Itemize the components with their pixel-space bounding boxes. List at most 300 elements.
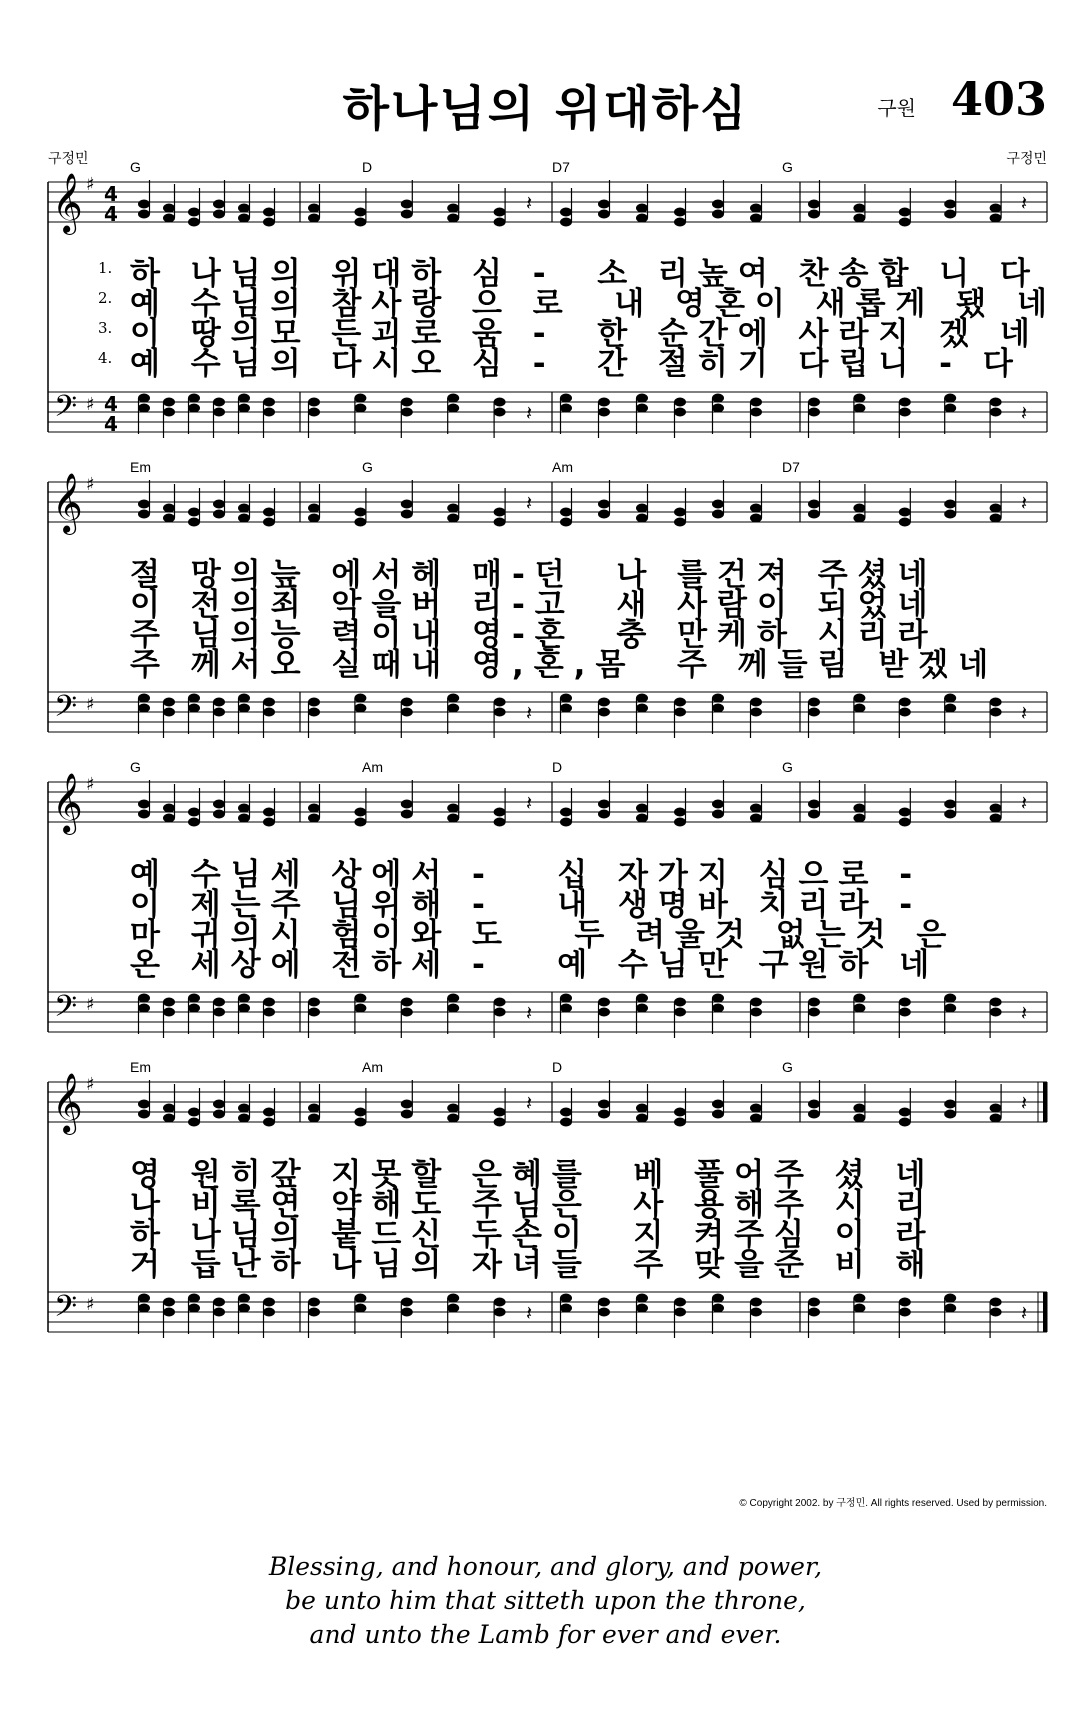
note-head [447, 1294, 459, 1303]
note-head [712, 694, 724, 703]
note-head [138, 1304, 150, 1313]
note-head [750, 504, 762, 513]
final-barline [1043, 1082, 1047, 1122]
note-head [308, 708, 320, 717]
note-head [899, 708, 911, 717]
lyric-line: 예 수님의 다시오 심 - 간 절히기 다립니 - 다 [130, 346, 1023, 382]
note-head [636, 1304, 648, 1313]
treble-clef-icon: 𝄞 [52, 1073, 83, 1133]
note-head [238, 1004, 250, 1013]
lyric-line: 이 땅의모 든괴로 움 - 한 순간에 사라지 겠 네 [130, 316, 1040, 352]
note-head [138, 200, 150, 209]
note-head [238, 214, 250, 223]
note-head [674, 1308, 686, 1317]
time-signature-top: 4 [104, 392, 118, 416]
note-head [808, 800, 820, 809]
note-head [138, 210, 150, 219]
note-head [213, 1308, 225, 1317]
note-head [263, 408, 275, 417]
note-head [354, 518, 366, 527]
note-head [447, 504, 459, 513]
note-head [308, 204, 320, 213]
note-head [560, 1108, 572, 1117]
note-head [598, 500, 610, 509]
note-head [447, 214, 459, 223]
verse-number: 4. [98, 349, 113, 367]
note-head [494, 698, 506, 707]
treble-clef-icon: 𝄞 [52, 473, 83, 533]
note-head [163, 514, 175, 523]
lyric-line: 주 님의능 력이내 영-혼 충 만케하 시리라 [130, 617, 938, 653]
note-head [899, 808, 911, 817]
note-head [990, 708, 1002, 717]
note-head [636, 404, 648, 413]
note-head [308, 1008, 320, 1017]
note-head [990, 204, 1002, 213]
time-signature-bottom: 4 [104, 202, 118, 226]
sharp-icon: ♯ [86, 1294, 95, 1315]
bass-clef-icon: 𝄢 [54, 690, 78, 731]
note-head [808, 210, 820, 219]
note-head [899, 518, 911, 527]
note-head [598, 698, 610, 707]
note-head [944, 1110, 956, 1119]
note-head [494, 518, 506, 527]
note-head [636, 1294, 648, 1303]
note-head [354, 404, 366, 413]
note-head [308, 514, 320, 523]
note-head [163, 504, 175, 513]
lyric-line: 예 수님의 참사랑 으 로 내 영혼이 새롭게 됐 네 [130, 286, 1057, 322]
hymnal-number: 403 [950, 72, 1047, 126]
note-head [990, 514, 1002, 523]
note-head [899, 698, 911, 707]
note-head [163, 698, 175, 707]
note-head [213, 210, 225, 219]
note-head [560, 1294, 572, 1303]
note-head [560, 518, 572, 527]
note-head [990, 698, 1002, 707]
note-head [808, 698, 820, 707]
note-head [263, 518, 275, 527]
note-head [401, 1110, 413, 1119]
verse-number: 1. [98, 259, 113, 277]
chord-symbol: Em [130, 1059, 151, 1075]
note-head [636, 1114, 648, 1123]
note-head [674, 708, 686, 717]
note-head [401, 708, 413, 717]
note-head [853, 404, 865, 413]
lyric-line: 온 세상에 전하세 - 예 수님만 구원하 네 [130, 947, 940, 983]
note-head [354, 1304, 366, 1313]
chord-symbol: D [362, 159, 373, 175]
note-head [401, 398, 413, 407]
note-head [447, 704, 459, 713]
note-head [213, 708, 225, 717]
note-head [447, 1304, 459, 1313]
note-head [401, 998, 413, 1007]
note-head [899, 1008, 911, 1017]
note-head [750, 814, 762, 823]
note-head [138, 404, 150, 413]
note-head [712, 994, 724, 1003]
note-head [636, 704, 648, 713]
note-head [401, 500, 413, 509]
note-head [636, 994, 648, 1003]
note-head [899, 998, 911, 1007]
lyric-line: 거 듭난하 나님의 자녀들 주 맞을준 비 해 [130, 1247, 936, 1283]
note-head [990, 998, 1002, 1007]
bass-clef-icon: 𝄢 [54, 390, 78, 431]
note-head [213, 408, 225, 417]
note-head [944, 510, 956, 519]
note-head [263, 1008, 275, 1017]
note-head [238, 504, 250, 513]
note-head [308, 1114, 320, 1123]
note-head [560, 508, 572, 517]
treble-clef-icon: 𝄞 [52, 773, 83, 833]
note-head [263, 398, 275, 407]
note-head [853, 1104, 865, 1113]
note-head [598, 510, 610, 519]
note-head [674, 508, 686, 517]
note-head [354, 508, 366, 517]
note-head [560, 818, 572, 827]
treble-clef-icon: 𝄞 [52, 173, 83, 233]
note-head [138, 1294, 150, 1303]
note-head [712, 404, 724, 413]
note-head [899, 508, 911, 517]
note-head [712, 394, 724, 403]
note-head [238, 204, 250, 213]
note-head [808, 1100, 820, 1109]
note-head [560, 694, 572, 703]
note-head [354, 1004, 366, 1013]
note-head [944, 1294, 956, 1303]
note-head [750, 1008, 762, 1017]
note-head [674, 1298, 686, 1307]
rest-icon: 𝄽 [1021, 791, 1028, 815]
note-head [447, 1004, 459, 1013]
note-head [944, 394, 956, 403]
note-head [636, 1004, 648, 1013]
note-head [560, 1118, 572, 1127]
note-head [401, 510, 413, 519]
rest-icon: 𝄽 [526, 491, 533, 515]
note-head [808, 398, 820, 407]
chord-symbol: G [130, 759, 141, 775]
note-head [990, 1308, 1002, 1317]
note-head [494, 818, 506, 827]
note-head [401, 1008, 413, 1017]
note-head [213, 200, 225, 209]
lyric-line: 절 망의늪 에서헤 매-던 나 를건져 주셨네 [130, 557, 938, 593]
time-signature-bottom: 4 [104, 412, 118, 436]
note-head [213, 398, 225, 407]
note-head [354, 394, 366, 403]
note-head [263, 698, 275, 707]
note-head [750, 204, 762, 213]
note-head [598, 800, 610, 809]
note-head [808, 1308, 820, 1317]
note-head [750, 1114, 762, 1123]
note-head [263, 1108, 275, 1117]
note-head [674, 1008, 686, 1017]
lyric-line: 주 께서오 실때내 영,혼,몸 주 께들림 받겠네 [130, 647, 999, 683]
note-head [944, 1004, 956, 1013]
chord-symbol: Am [362, 1059, 383, 1075]
note-head [944, 994, 956, 1003]
note-head [808, 1008, 820, 1017]
lyric-line: 나 비록연 약해도 주님은 사 용해주 시 리 [130, 1187, 936, 1223]
note-head [944, 1100, 956, 1109]
note-head [712, 1304, 724, 1313]
note-head [188, 808, 200, 817]
note-head [308, 698, 320, 707]
note-head [853, 804, 865, 813]
chord-symbol: G [362, 459, 373, 475]
chord-symbol: G [130, 159, 141, 175]
note-head [598, 998, 610, 1007]
note-head [899, 818, 911, 827]
note-head [354, 1294, 366, 1303]
note-head [447, 404, 459, 413]
note-head [138, 694, 150, 703]
note-head [808, 510, 820, 519]
note-head [188, 1294, 200, 1303]
note-head [944, 200, 956, 209]
note-head [899, 1298, 911, 1307]
note-head [712, 1004, 724, 1013]
note-head [163, 204, 175, 213]
rest-icon: 𝄽 [526, 791, 533, 815]
note-head [674, 208, 686, 217]
note-head [990, 1114, 1002, 1123]
note-head [944, 800, 956, 809]
note-head [308, 1298, 320, 1307]
note-head [401, 200, 413, 209]
note-head [238, 704, 250, 713]
lyric-line: 영 원히갚 지못할 은혜를 베 풀어주 셨 네 [130, 1157, 936, 1193]
note-head [674, 398, 686, 407]
note-head [712, 510, 724, 519]
note-head [163, 1008, 175, 1017]
note-head [750, 698, 762, 707]
note-head [636, 804, 648, 813]
note-head [598, 200, 610, 209]
note-head [853, 994, 865, 1003]
note-head [354, 704, 366, 713]
copyright-notice: © Copyright 2002. by 구정민. All rights reserved. Used by permission. [739, 1498, 1047, 1509]
note-head [750, 804, 762, 813]
note-head [990, 398, 1002, 407]
note-head [899, 1118, 911, 1127]
note-head [188, 1304, 200, 1313]
note-head [674, 998, 686, 1007]
lyric-line: 하 나님의 붙드신 두손이 지 켜주심 이 라 [130, 1217, 936, 1253]
note-head [213, 1298, 225, 1307]
note-head [750, 1308, 762, 1317]
note-head [808, 1298, 820, 1307]
note-head [138, 394, 150, 403]
rest-icon: 𝄽 [526, 1001, 533, 1025]
rest-icon: 𝄽 [1021, 1091, 1028, 1115]
note-head [263, 1118, 275, 1127]
note-head [560, 704, 572, 713]
note-head [188, 508, 200, 517]
rest-icon: 𝄽 [526, 1091, 533, 1115]
note-head [213, 810, 225, 819]
note-head [750, 708, 762, 717]
note-head [401, 408, 413, 417]
chord-symbol: D7 [782, 459, 800, 475]
rest-icon: 𝄽 [1021, 191, 1028, 215]
note-head [163, 1104, 175, 1113]
note-head [712, 810, 724, 819]
sharp-icon: ♯ [86, 394, 95, 415]
note-head [308, 408, 320, 417]
note-head [750, 214, 762, 223]
note-head [213, 698, 225, 707]
note-head [808, 998, 820, 1007]
note-head [308, 998, 320, 1007]
note-head [750, 1298, 762, 1307]
chord-symbol: G [782, 159, 793, 175]
note-head [990, 1104, 1002, 1113]
note-head [598, 1308, 610, 1317]
note-head [188, 694, 200, 703]
note-head [674, 408, 686, 417]
chord-symbol: Am [552, 459, 573, 475]
chord-symbol: D [552, 1059, 563, 1075]
note-head [598, 408, 610, 417]
note-head [163, 214, 175, 223]
note-head [163, 708, 175, 717]
time-signature-top: 4 [104, 182, 118, 206]
note-head [750, 398, 762, 407]
note-head [401, 800, 413, 809]
chord-symbol: G [782, 759, 793, 775]
note-head [598, 210, 610, 219]
note-head [808, 1110, 820, 1119]
lyric-line: 하 나님의 위대하 심 - 소 리높여 찬송합 니 다 [130, 256, 1040, 292]
note-head [138, 510, 150, 519]
note-head [598, 708, 610, 717]
note-head [138, 800, 150, 809]
note-head [494, 508, 506, 517]
note-head [213, 510, 225, 519]
note-head [213, 800, 225, 809]
note-head [636, 504, 648, 513]
note-head [238, 404, 250, 413]
sharp-icon: ♯ [86, 994, 95, 1015]
note-head [494, 1308, 506, 1317]
note-head [674, 808, 686, 817]
final-barline [1043, 1292, 1047, 1332]
note-head [674, 1118, 686, 1127]
note-head [308, 214, 320, 223]
note-head [598, 1298, 610, 1307]
verse-number: 2. [98, 289, 113, 307]
scripture-quote-line: Blessing, and honour, and glory, and power, [268, 1552, 823, 1581]
note-head [213, 500, 225, 509]
note-head [138, 500, 150, 509]
note-head [354, 808, 366, 817]
note-head [560, 394, 572, 403]
note-head [213, 1100, 225, 1109]
note-head [674, 818, 686, 827]
note-head [990, 804, 1002, 813]
note-head [944, 694, 956, 703]
lyric-line: 마 귀의시 험이와 도 두 려울것 없는것 은 [130, 917, 957, 953]
note-head [853, 514, 865, 523]
note-head [712, 1110, 724, 1119]
composer: 구정민 [1006, 151, 1047, 167]
note-head [308, 398, 320, 407]
note-head [899, 408, 911, 417]
note-head [712, 1100, 724, 1109]
note-head [636, 814, 648, 823]
note-head [263, 1308, 275, 1317]
note-head [263, 818, 275, 827]
verse-number: 3. [98, 319, 113, 337]
rest-icon: 𝄽 [526, 1301, 533, 1325]
note-head [636, 214, 648, 223]
note-head [808, 408, 820, 417]
rest-icon: 𝄽 [1021, 491, 1028, 515]
note-head [944, 500, 956, 509]
note-head [238, 694, 250, 703]
sharp-icon: ♯ [86, 1074, 95, 1095]
note-head [188, 218, 200, 227]
note-head [853, 214, 865, 223]
note-head [188, 404, 200, 413]
hymnal-label: 구원 [877, 96, 916, 120]
note-head [674, 1108, 686, 1117]
note-head [163, 814, 175, 823]
note-head [138, 994, 150, 1003]
note-head [447, 514, 459, 523]
rest-icon: 𝄽 [1021, 401, 1028, 425]
lyric-line: 이 제는주 님위해 - 내 생명바 치리라 - [130, 887, 923, 923]
note-head [598, 1008, 610, 1017]
rest-icon: 𝄽 [526, 701, 533, 725]
note-head [263, 808, 275, 817]
note-head [238, 804, 250, 813]
note-head [712, 500, 724, 509]
sharp-icon: ♯ [86, 774, 95, 795]
note-head [560, 994, 572, 1003]
note-head [944, 1304, 956, 1313]
note-head [163, 408, 175, 417]
note-head [712, 800, 724, 809]
note-head [238, 394, 250, 403]
lyric-line: 예 수님세 상에서 - 십 자가지 심으로 - [130, 857, 923, 893]
hymn-title: 하나님의 위대하심 [342, 81, 749, 137]
bass-clef-icon: 𝄢 [54, 990, 78, 1031]
note-head [750, 1104, 762, 1113]
note-head [674, 518, 686, 527]
note-head [750, 514, 762, 523]
rest-icon: 𝄽 [1021, 701, 1028, 725]
chord-symbol: D [552, 759, 563, 775]
note-head [494, 408, 506, 417]
note-head [674, 218, 686, 227]
note-head [853, 1294, 865, 1303]
note-head [598, 398, 610, 407]
note-head [163, 1308, 175, 1317]
note-head [944, 810, 956, 819]
